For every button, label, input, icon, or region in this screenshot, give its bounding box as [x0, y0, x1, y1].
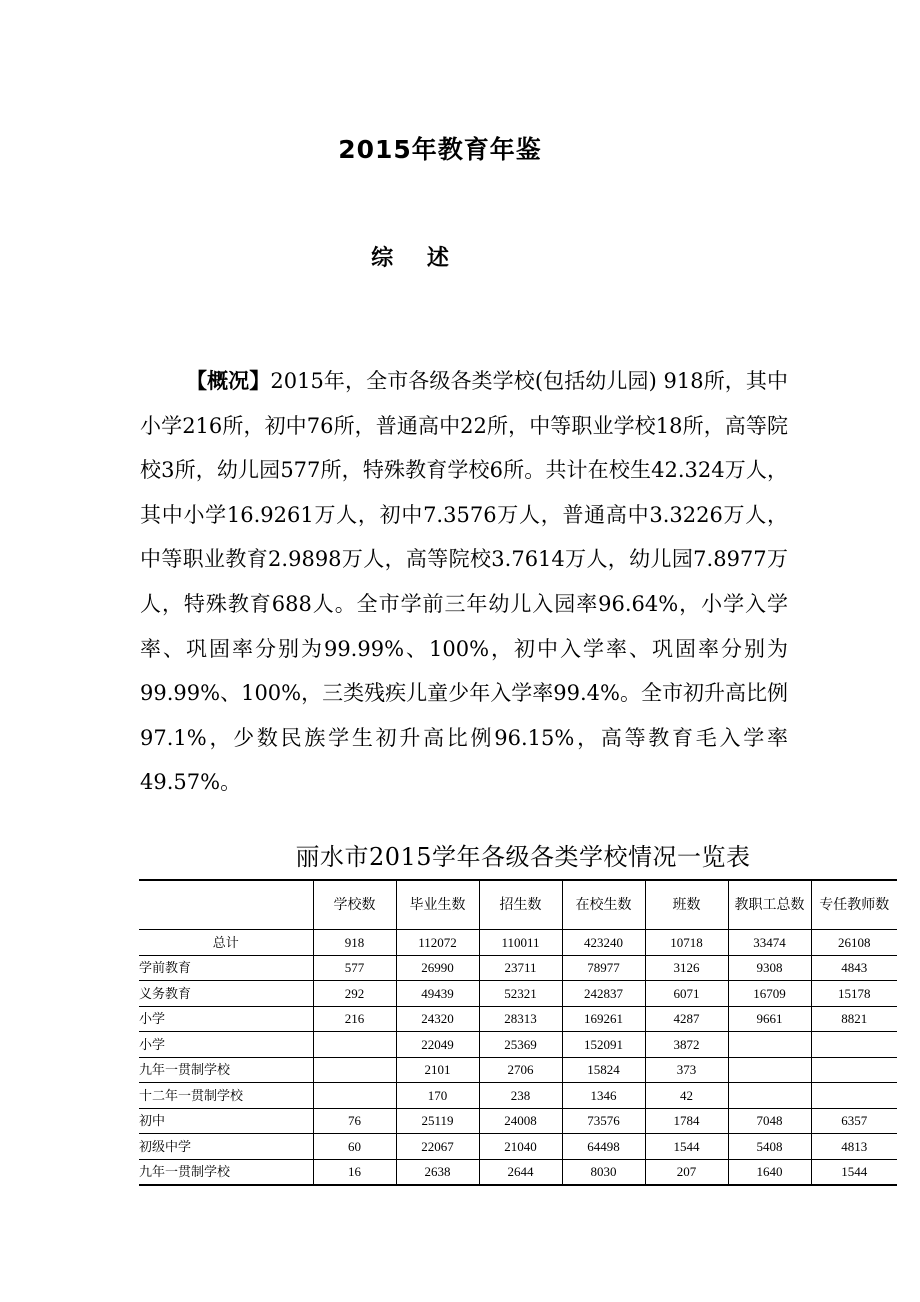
document-title: 2015年教育年鉴 — [338, 135, 542, 164]
table-cell: 22067 — [396, 1134, 479, 1160]
table-cell: 3872 — [645, 1032, 728, 1058]
table-cell: 110011 — [479, 930, 562, 956]
table-cell: 423240 — [562, 930, 645, 956]
table-cell: 4843 — [811, 955, 897, 981]
table-cell: 15178 — [811, 981, 897, 1007]
table-cell — [811, 1032, 897, 1058]
table-row — [139, 981, 897, 1007]
row-label: 九年一贯制学校 — [139, 1159, 313, 1185]
overview-paragraph — [140, 359, 788, 805]
header-cell: 教职工总数 — [728, 880, 811, 930]
table-cell: 15824 — [562, 1057, 645, 1083]
table-cell: 7048 — [728, 1108, 811, 1134]
table-cell: 23711 — [479, 955, 562, 981]
table-cell — [313, 1057, 396, 1083]
table-title: 丽水市2015学年各级各类学校情况一览表 — [295, 843, 751, 871]
table-cell: 16709 — [728, 981, 811, 1007]
table-cell: 112072 — [396, 930, 479, 956]
table-cell: 3126 — [645, 955, 728, 981]
table-cell: 78977 — [562, 955, 645, 981]
school-stats-table — [139, 879, 897, 1186]
table-cell: 64498 — [562, 1134, 645, 1160]
table-header-row — [139, 880, 897, 930]
table-cell: 26108 — [811, 930, 897, 956]
table-cell — [313, 1083, 396, 1109]
table-cell: 33474 — [728, 930, 811, 956]
table-cell: 1784 — [645, 1108, 728, 1134]
row-label: 小学 — [139, 1006, 313, 1032]
row-label: 小学 — [139, 1032, 313, 1058]
table-cell: 207 — [645, 1159, 728, 1185]
table-cell: 1640 — [728, 1159, 811, 1185]
table-cell: 16 — [313, 1159, 396, 1185]
table-cell: 216 — [313, 1006, 396, 1032]
table-cell: 1346 — [562, 1083, 645, 1109]
table-row — [139, 1006, 897, 1032]
table-cell: 918 — [313, 930, 396, 956]
table-cell: 42 — [645, 1083, 728, 1109]
row-label: 九年一贯制学校 — [139, 1057, 313, 1083]
header-cell: 班数 — [645, 880, 728, 930]
table-cell: 6357 — [811, 1108, 897, 1134]
header-cell: 在校生数 — [562, 880, 645, 930]
table-row — [139, 1159, 897, 1185]
row-label: 学前教育 — [139, 955, 313, 981]
overview-lead: 【概况】 — [186, 369, 271, 393]
table-cell: 170 — [396, 1083, 479, 1109]
table-cell: 49439 — [396, 981, 479, 1007]
table-cell: 169261 — [562, 1006, 645, 1032]
row-label: 初级中学 — [139, 1134, 313, 1160]
table-cell — [728, 1083, 811, 1109]
header-cell: 毕业生数 — [396, 880, 479, 930]
header-cell: 专任教师数 — [811, 880, 897, 930]
table-cell: 5408 — [728, 1134, 811, 1160]
table-cell: 577 — [313, 955, 396, 981]
table-cell: 22049 — [396, 1032, 479, 1058]
table-cell: 238 — [479, 1083, 562, 1109]
table-cell: 10718 — [645, 930, 728, 956]
table-cell: 1544 — [811, 1159, 897, 1185]
table-cell — [811, 1057, 897, 1083]
table-cell: 25369 — [479, 1032, 562, 1058]
table-row — [139, 1134, 897, 1160]
row-label: 初中 — [139, 1108, 313, 1134]
table-row — [139, 930, 897, 956]
table-cell: 8030 — [562, 1159, 645, 1185]
table-cell: 24008 — [479, 1108, 562, 1134]
table-cell: 73576 — [562, 1108, 645, 1134]
table-cell: 24320 — [396, 1006, 479, 1032]
table-row — [139, 1057, 897, 1083]
table-cell: 292 — [313, 981, 396, 1007]
table-cell: 4813 — [811, 1134, 897, 1160]
table-cell: 60 — [313, 1134, 396, 1160]
table-cell: 4287 — [645, 1006, 728, 1032]
header-cell: 学校数 — [313, 880, 396, 930]
table-cell: 242837 — [562, 981, 645, 1007]
table-cell — [728, 1057, 811, 1083]
table-cell: 2101 — [396, 1057, 479, 1083]
table-cell: 9661 — [728, 1006, 811, 1032]
table-cell: 21040 — [479, 1134, 562, 1160]
table-cell: 152091 — [562, 1032, 645, 1058]
table-cell: 2644 — [479, 1159, 562, 1185]
table-row — [139, 1083, 897, 1109]
table-cell: 9308 — [728, 955, 811, 981]
table-cell: 28313 — [479, 1006, 562, 1032]
table-cell: 25119 — [396, 1108, 479, 1134]
row-label: 十二年一贯制学校 — [139, 1083, 313, 1109]
table-cell: 76 — [313, 1108, 396, 1134]
row-label: 义务教育 — [139, 981, 313, 1007]
header-cell: 招生数 — [479, 880, 562, 930]
table-cell: 26990 — [396, 955, 479, 981]
table-cell — [313, 1032, 396, 1058]
table-cell: 2638 — [396, 1159, 479, 1185]
table-row — [139, 1032, 897, 1058]
table-cell: 6071 — [645, 981, 728, 1007]
table-cell: 2706 — [479, 1057, 562, 1083]
table-cell: 1544 — [645, 1134, 728, 1160]
overview-text: 2015年，全市各级各类学校(包括幼儿园) 918所，其中小学216所，初中76所，普通高中22所，中等职业学校18所，高等院校3所，幼儿园577所，特殊教育学校6所。共计在校生42.324万人，其中小学16.9261万人，初中7.3576万人，普通高中3.3226万人，中等职业教育2.9898万人，高等院校3.7614万人，幼儿园7.8977万人，特殊教育688人。全市学前三年幼儿入园率96.64%，小学入学率、巩固率分别为99.99%、100%，初中入学率、巩固率分别为99.99%、100%，三类残疾儿童少年入学率99.4%。全市初升高比例97.1%，少数民族学生初升高比例96.15%，高等教育毛入学率49.57%。 — [140, 369, 788, 795]
table-cell — [728, 1032, 811, 1058]
table-row — [139, 955, 897, 981]
table-cell: 8821 — [811, 1006, 897, 1032]
table-row — [139, 1108, 897, 1134]
table-cell: 52321 — [479, 981, 562, 1007]
row-label: 总计 — [139, 930, 313, 956]
table-cell: 373 — [645, 1057, 728, 1083]
table-cell — [811, 1083, 897, 1109]
header-cell — [139, 880, 313, 930]
section-title: 综 述 — [371, 246, 449, 271]
